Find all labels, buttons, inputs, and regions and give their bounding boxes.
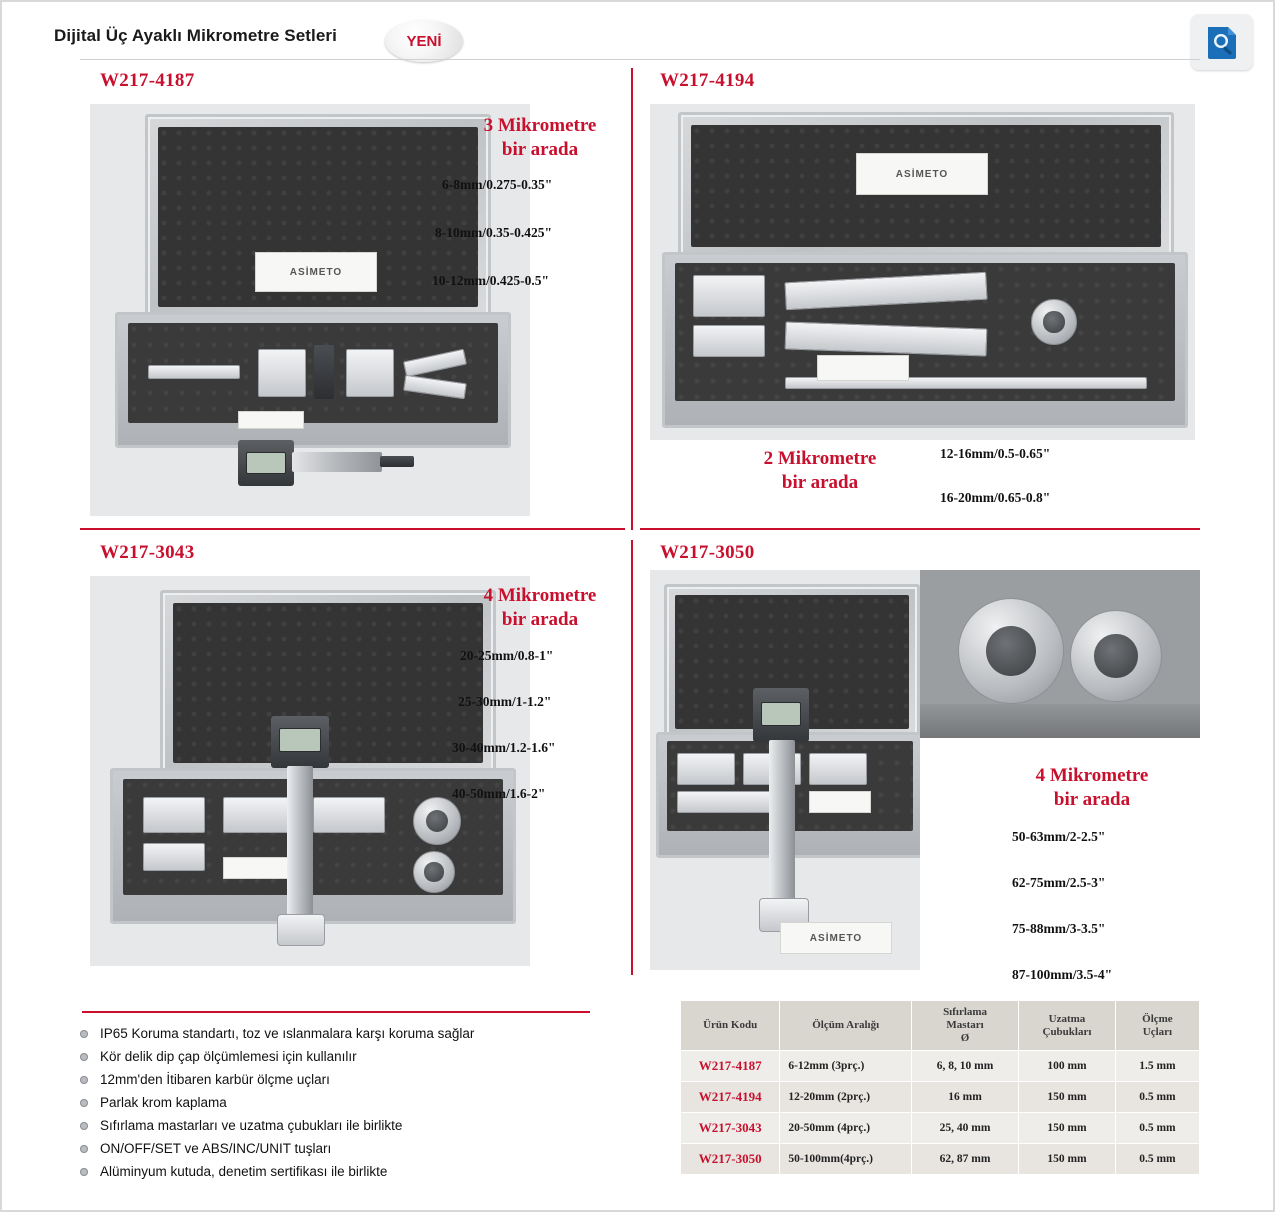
brand-label: ASİMETO	[856, 153, 988, 195]
product-card-w217-4194	[640, 62, 1200, 524]
product-card-w217-3050	[640, 534, 1200, 982]
cell-extension: 100 mm	[1019, 1051, 1116, 1082]
spec-table	[680, 1000, 1200, 1175]
grid-divider-horizontal-left	[80, 528, 625, 530]
cell-range: 12-20mm (2prç.)	[780, 1082, 912, 1113]
micrometer-unit	[745, 688, 837, 948]
spec-item: 25-30mm/1-1.2"	[458, 694, 552, 709]
column-header-uzatma-cubuklari	[1019, 1001, 1116, 1051]
callout-line-1: 4 Mikrometre	[483, 585, 597, 606]
feature-text: Kör delik dip çap ölçümlemesi için kullanılır	[100, 1049, 357, 1064]
cell-master: 16 mm	[912, 1082, 1019, 1113]
cell-code: W217-3050	[681, 1144, 780, 1175]
callout	[450, 114, 630, 162]
callout	[992, 764, 1192, 812]
product-card-w217-4187	[80, 62, 625, 524]
setting-rings-photo	[920, 570, 1200, 738]
feature-text: ON/OFF/SET ve ABS/INC/UNIT tuşları	[100, 1141, 332, 1156]
product-grid	[80, 62, 1200, 982]
grid-divider-horizontal-right	[640, 528, 1200, 530]
spec-item: 50-63mm/2-2.5"	[1012, 829, 1106, 844]
header-line: Ürün Kodu	[703, 1019, 758, 1031]
product-photo	[90, 576, 530, 966]
callout	[720, 447, 920, 495]
grid-divider-vertical-top	[631, 68, 633, 530]
cell-range: 6-12mm (3prç.)	[780, 1051, 912, 1082]
grid-divider-vertical-bottom	[631, 540, 633, 975]
spec-item: 12-16mm/0.5-0.65"	[940, 446, 1051, 461]
spec-item: 10-12mm/0.425-0.5"	[432, 273, 549, 288]
header-line: Çubukları	[1042, 1025, 1092, 1038]
micrometer-unit	[265, 716, 355, 956]
list-item	[74, 1163, 594, 1181]
callout-line-2: bir arada	[1053, 789, 1131, 810]
brand-label: ASİMETO	[780, 922, 892, 954]
column-header-urun-kodu	[681, 1001, 780, 1051]
spec-item: 8-10mm/0.35-0.425"	[435, 225, 552, 240]
column-header-sifirlama-mastari	[912, 1001, 1019, 1051]
page-title: Dijital Üç Ayaklı Mikrometre Setleri	[54, 26, 337, 45]
case-base	[115, 312, 511, 448]
list-item	[74, 1117, 594, 1135]
case-lid	[678, 112, 1174, 260]
list-item	[74, 1025, 594, 1043]
header-line: Ø	[960, 1032, 970, 1044]
header-line: Uzatma	[1048, 1012, 1086, 1025]
cell-master: 25, 40 mm	[912, 1113, 1019, 1144]
cell-tip: 0.5 mm	[1115, 1113, 1199, 1144]
header-divider	[80, 59, 1200, 60]
table-header-row	[681, 1001, 1200, 1051]
product-code: W217-3050	[660, 542, 755, 563]
list-item	[74, 1140, 594, 1158]
callout-line-2: bir arada	[501, 609, 579, 630]
cell-code: W217-4187	[681, 1051, 780, 1082]
product-photo	[650, 570, 920, 970]
feature-text: Sıfırlama mastarları ve uzatma çubukları ile birlikte	[100, 1118, 403, 1133]
header-line: Ölçme	[1142, 1012, 1173, 1025]
spec-item: 30-40mm/1.2-1.6"	[452, 740, 556, 755]
spec-item: 20-25mm/0.8-1"	[460, 648, 554, 663]
spec-table-wrapper	[680, 1000, 1200, 1175]
bullet-icon	[80, 1030, 88, 1038]
header-line: Ölçüm Aralığı	[812, 1019, 880, 1031]
cell-tip: 0.5 mm	[1115, 1082, 1199, 1113]
bullet-icon	[80, 1053, 88, 1061]
brand-label: ASİMETO	[255, 252, 377, 292]
cell-master: 62, 87 mm	[912, 1144, 1019, 1175]
cell-code: W217-4194	[681, 1082, 780, 1113]
micrometer-unit	[238, 434, 418, 496]
header-line: Mastarı	[946, 1019, 984, 1031]
callout-line-2: bir arada	[501, 139, 579, 160]
callout	[450, 584, 630, 632]
spec-item: 75-88mm/3-3.5"	[1012, 921, 1106, 936]
callout-line-2: bir arada	[781, 472, 859, 493]
table-row	[681, 1051, 1200, 1082]
feature-list-rule	[82, 1011, 590, 1013]
product-code: W217-4187	[100, 70, 195, 91]
spec-item: 16-20mm/0.65-0.8"	[940, 490, 1051, 505]
product-photo	[90, 104, 530, 516]
cell-range: 20-50mm (4prç.)	[780, 1113, 912, 1144]
cell-master: 6, 8, 10 mm	[912, 1051, 1019, 1082]
cell-extension: 150 mm	[1019, 1082, 1116, 1113]
page-header	[16, 14, 1259, 58]
cell-tip: 1.5 mm	[1115, 1051, 1199, 1082]
list-item	[74, 1048, 594, 1066]
header-line: Sıfırlama	[943, 1006, 988, 1018]
cell-extension: 150 mm	[1019, 1144, 1116, 1175]
spec-item: 6-8mm/0.275-0.35"	[442, 177, 553, 192]
feature-text: Parlak krom kaplama	[100, 1095, 227, 1110]
cell-code: W217-3043	[681, 1113, 780, 1144]
feature-text: 12mm'den İtibaren karbür ölçme uçları	[100, 1072, 330, 1087]
spec-item: 87-100mm/3.5-4"	[1012, 967, 1113, 982]
callout-line-1: 3 Mikrometre	[483, 115, 597, 136]
product-card-w217-3043	[80, 534, 625, 977]
bullet-icon	[80, 1099, 88, 1107]
list-item	[74, 1071, 594, 1089]
bullet-icon	[80, 1168, 88, 1176]
feature-list	[74, 1025, 594, 1186]
product-code: W217-3043	[100, 542, 195, 563]
header-line: Uçları	[1142, 1025, 1173, 1038]
product-code: W217-4194	[660, 70, 755, 91]
table-row	[681, 1113, 1200, 1144]
callout-line-1: 2 Mikrometre	[763, 448, 877, 469]
spec-item: 40-50mm/1.6-2"	[452, 786, 546, 801]
bullet-icon	[80, 1122, 88, 1130]
column-header-olcme-uclari	[1115, 1001, 1199, 1051]
new-badge	[385, 20, 463, 62]
column-header-olcum-araligi	[780, 1001, 912, 1051]
spec-item: 62-75mm/2.5-3"	[1012, 875, 1106, 890]
bullet-icon	[80, 1076, 88, 1084]
cell-tip: 0.5 mm	[1115, 1144, 1199, 1175]
case-base	[662, 252, 1188, 428]
callout-line-1: 4 Mikrometre	[1035, 765, 1149, 786]
search-document-icon[interactable]	[1191, 14, 1253, 70]
product-photo	[650, 104, 1195, 440]
bullet-icon	[80, 1145, 88, 1153]
new-badge-label: YENİ	[406, 32, 442, 50]
cell-range: 50-100mm(4prç.)	[780, 1144, 912, 1175]
list-item	[74, 1094, 594, 1112]
table-row	[681, 1082, 1200, 1113]
cell-extension: 150 mm	[1019, 1113, 1116, 1144]
feature-text: IP65 Koruma standartı, toz ve ıslanmalara karşı koruma sağlar	[100, 1026, 475, 1041]
feature-text: Alüminyum kutuda, denetim sertifikası ile birlikte	[100, 1164, 388, 1179]
table-row	[681, 1144, 1200, 1175]
